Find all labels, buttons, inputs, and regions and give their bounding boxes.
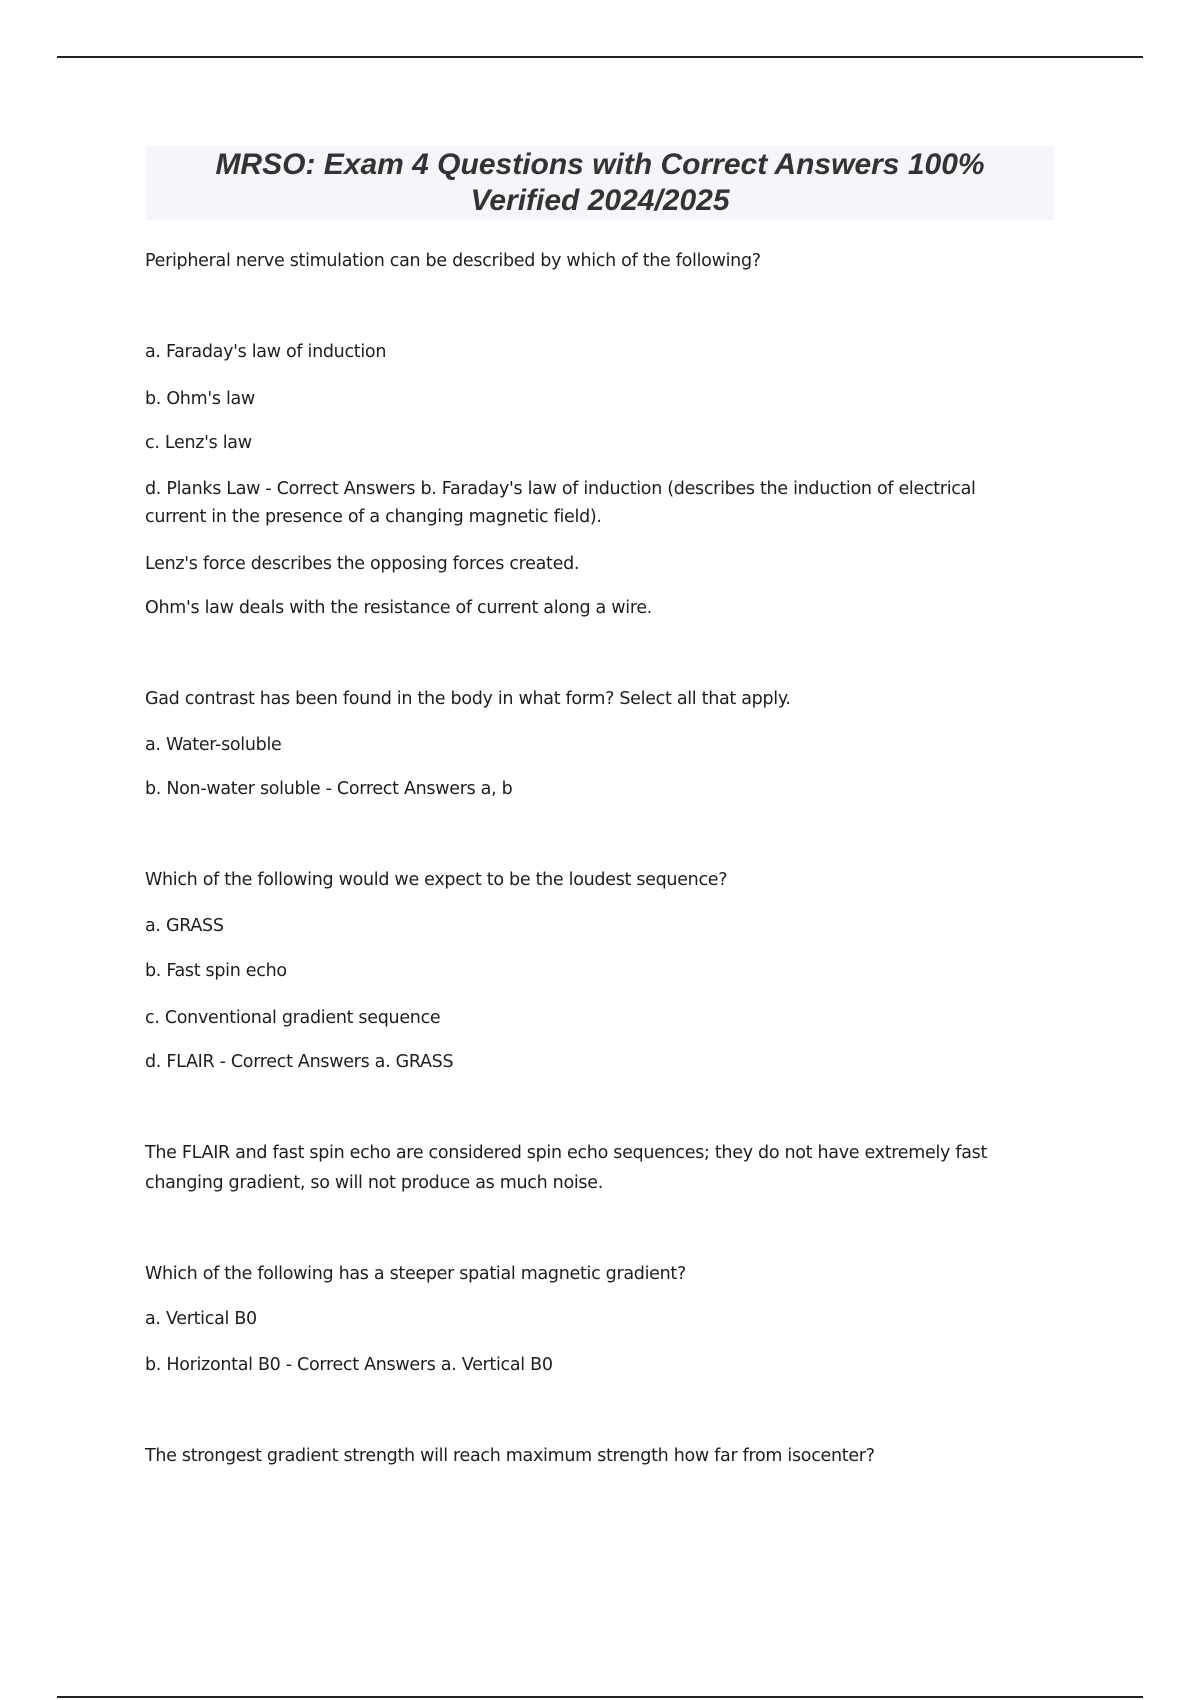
question-1-answer-continued: current in the presence of a changing magnetic field). (145, 507, 602, 527)
question-3-explanation-1: The FLAIR and fast spin echo are considered spin echo sequences; they do not have extremely fast (145, 1143, 988, 1163)
question-4-text: Which of the following has a steeper spatial magnetic gradient? (145, 1264, 686, 1284)
question-4-option-b-answer: b. Horizontal B0 - Correct Answers a. Vertical B0 (145, 1355, 553, 1375)
title-line-2: Verified 2024/2025 (470, 184, 730, 217)
question-3-option-a: a. GRASS (145, 916, 224, 936)
question-3-explanation-2: changing gradient, so will not produce as much noise. (145, 1173, 603, 1193)
question-1-text: Peripheral nerve stimulation can be described by which of the following? (145, 251, 761, 271)
question-1-explanation-2: Ohm's law deals with the resistance of current along a wire. (145, 598, 653, 618)
question-1-explanation-1: Lenz's force describes the opposing forces created. (145, 554, 580, 574)
question-2-option-b-answer: b. Non-water soluble - Correct Answers a, b (145, 779, 513, 799)
question-5-text: The strongest gradient strength will reach maximum strength how far from isocenter? (145, 1446, 875, 1466)
question-3-option-b: b. Fast spin echo (145, 961, 287, 981)
question-4-option-a: a. Vertical B0 (145, 1309, 257, 1329)
question-2-option-a: a. Water-soluble (145, 735, 282, 755)
question-3-option-c: c. Conventional gradient sequence (145, 1008, 441, 1028)
question-3-option-d-answer: d. FLAIR - Correct Answers a. GRASS (145, 1052, 454, 1072)
document-title (146, 146, 1054, 220)
header-rule (57, 56, 1143, 58)
title-line-1: MRSO: Exam 4 Questions with Correct Answers 100% (215, 148, 985, 181)
footer-rule (57, 1696, 1143, 1698)
question-2-text: Gad contrast has been found in the body in what form? Select all that apply. (145, 689, 791, 709)
question-1-option-b: b. Ohm's law (145, 389, 255, 409)
question-1-option-a: a. Faraday's law of induction (145, 342, 387, 362)
question-1-option-d-answer: d. Planks Law - Correct Answers b. Faraday's law of induction (describes the induction of electrical (145, 479, 976, 499)
question-1-option-c: c. Lenz's law (145, 433, 252, 453)
question-3-text: Which of the following would we expect to be the loudest sequence? (145, 870, 728, 890)
